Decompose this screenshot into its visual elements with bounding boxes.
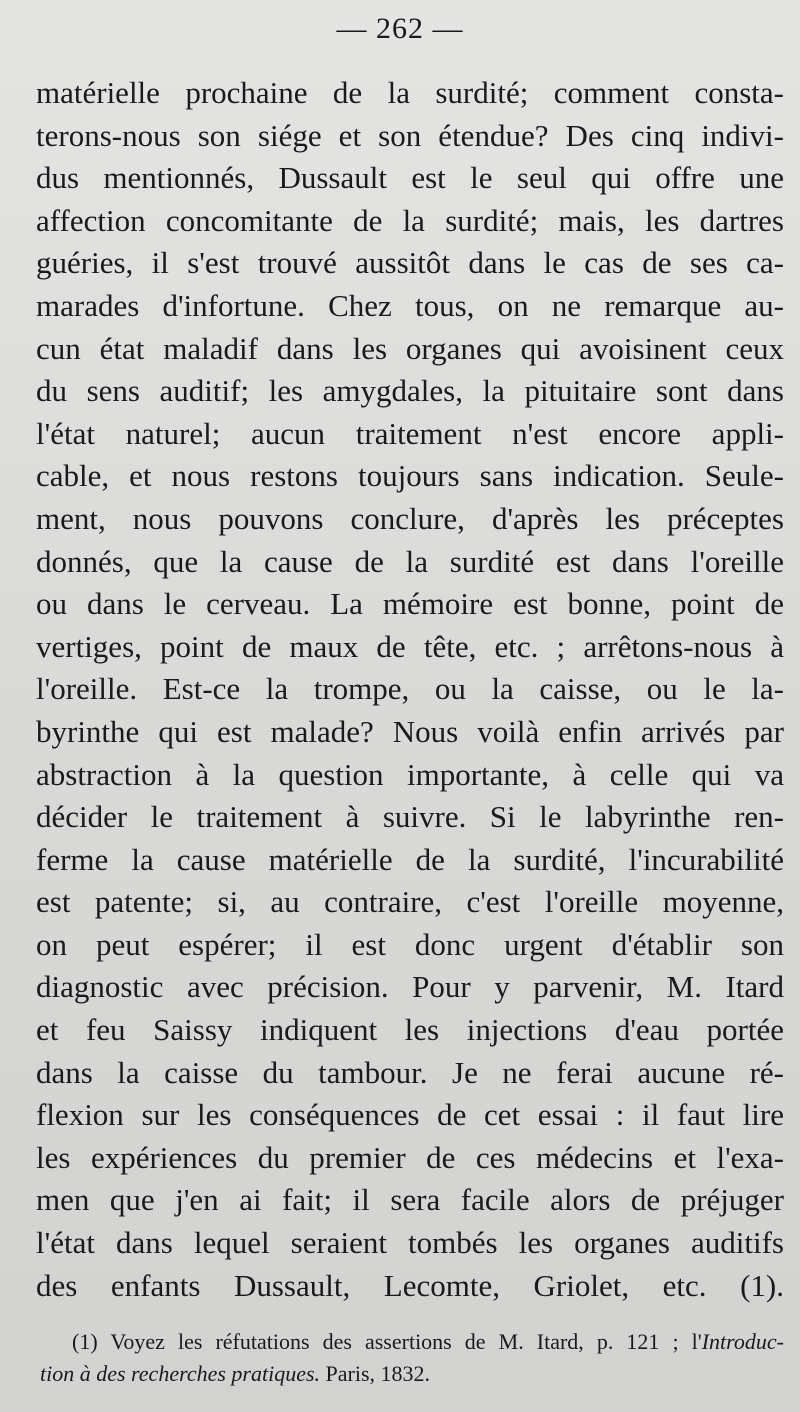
text-line: et feu Saissy indiquent les injections d'eau portée [36, 1012, 784, 1048]
text-line: décider le traitement à suivre. Si le labyrinthe ren- [36, 799, 784, 835]
text-line: flexion sur les conséquences de cet essai : il faut lire [36, 1097, 784, 1133]
footnote-line [40, 1326, 784, 1358]
text-line: byrinthe qui est malade? Nous voilà enfin arrivés par [36, 713, 784, 749]
page-number: — 262 — [336, 12, 464, 45]
text-line: des enfants Dussault, Lecomte, Griolet, etc. (1). [36, 1267, 784, 1303]
text-line: dus mentionnés, Dussault est le seul qui offre une [36, 160, 784, 196]
text-line: affection concomitante de la surdité; mais, les dartres [36, 202, 784, 238]
text-line: ou dans le cerveau. La mémoire est bonne, point de [36, 586, 784, 622]
text-line: terons-nous son siége et son étendue? Des cinq indivi- [36, 117, 784, 153]
text-line: les expériences du premier de ces médecins et l'exa- [36, 1139, 784, 1175]
text-line: abstraction à la question importante, à celle qui va [36, 756, 784, 792]
text-line: matérielle prochaine de la surdité; comment consta- [36, 75, 784, 110]
footnote-text: (1) Voyez les réfutations des assertions de M. Itard, p. 121 ; l' [72, 1329, 702, 1354]
footnote [40, 1326, 784, 1390]
text-line: men que j'en ai fait; il sera facile alors de préjuger [36, 1182, 784, 1218]
footnote-line [40, 1358, 784, 1390]
text-line: ferme la cause matérielle de la surdité, l'incurabilité [36, 841, 784, 877]
text-line: ment, nous pouvons conclure, d'après les préceptes [36, 500, 784, 536]
footnote-title-text: tion à des recherches pratiques. [40, 1361, 321, 1386]
text-line: on peut espérer; il est donc urgent d'établir son [36, 926, 784, 962]
text-line: l'état dans lequel seraient tombés les organes auditifs [36, 1225, 784, 1261]
text-line: dans la caisse du tambour. Je ne ferai aucune ré- [36, 1054, 784, 1090]
footnote-text: Paris, 1832. [320, 1361, 431, 1386]
text-line: cable, et nous restons toujours sans indication. Seule- [36, 458, 784, 494]
text-line: vertiges, point de maux de tête, etc. ; arrêtons-nous à [36, 628, 784, 664]
text-line: du sens auditif; les amygdales, la pituitaire sont dans [36, 373, 784, 409]
text-line: diagnostic avec précision. Pour y parvenir, M. Itard [36, 969, 784, 1005]
body-text [36, 72, 784, 1307]
text-line: marades d'infortune. Chez tous, on ne remarque au- [36, 287, 784, 323]
text-line: cun état maladif dans les organes qui avoisinent ceux [36, 330, 784, 366]
text-line: l'état naturel; aucun traitement n'est encore appli- [36, 415, 784, 451]
text-line: guéries, il s'est trouvé aussitôt dans le cas de ses ca- [36, 245, 784, 281]
text-line: l'oreille. Est-ce la trompe, ou la caisse, ou le la- [36, 671, 784, 707]
footnote-title-text: Introduc- [701, 1329, 784, 1354]
text-line: donnés, que la cause de la surdité est dans l'oreille [36, 543, 784, 579]
text-line: est patente; si, au contraire, c'est l'oreille moyenne, [36, 884, 784, 920]
